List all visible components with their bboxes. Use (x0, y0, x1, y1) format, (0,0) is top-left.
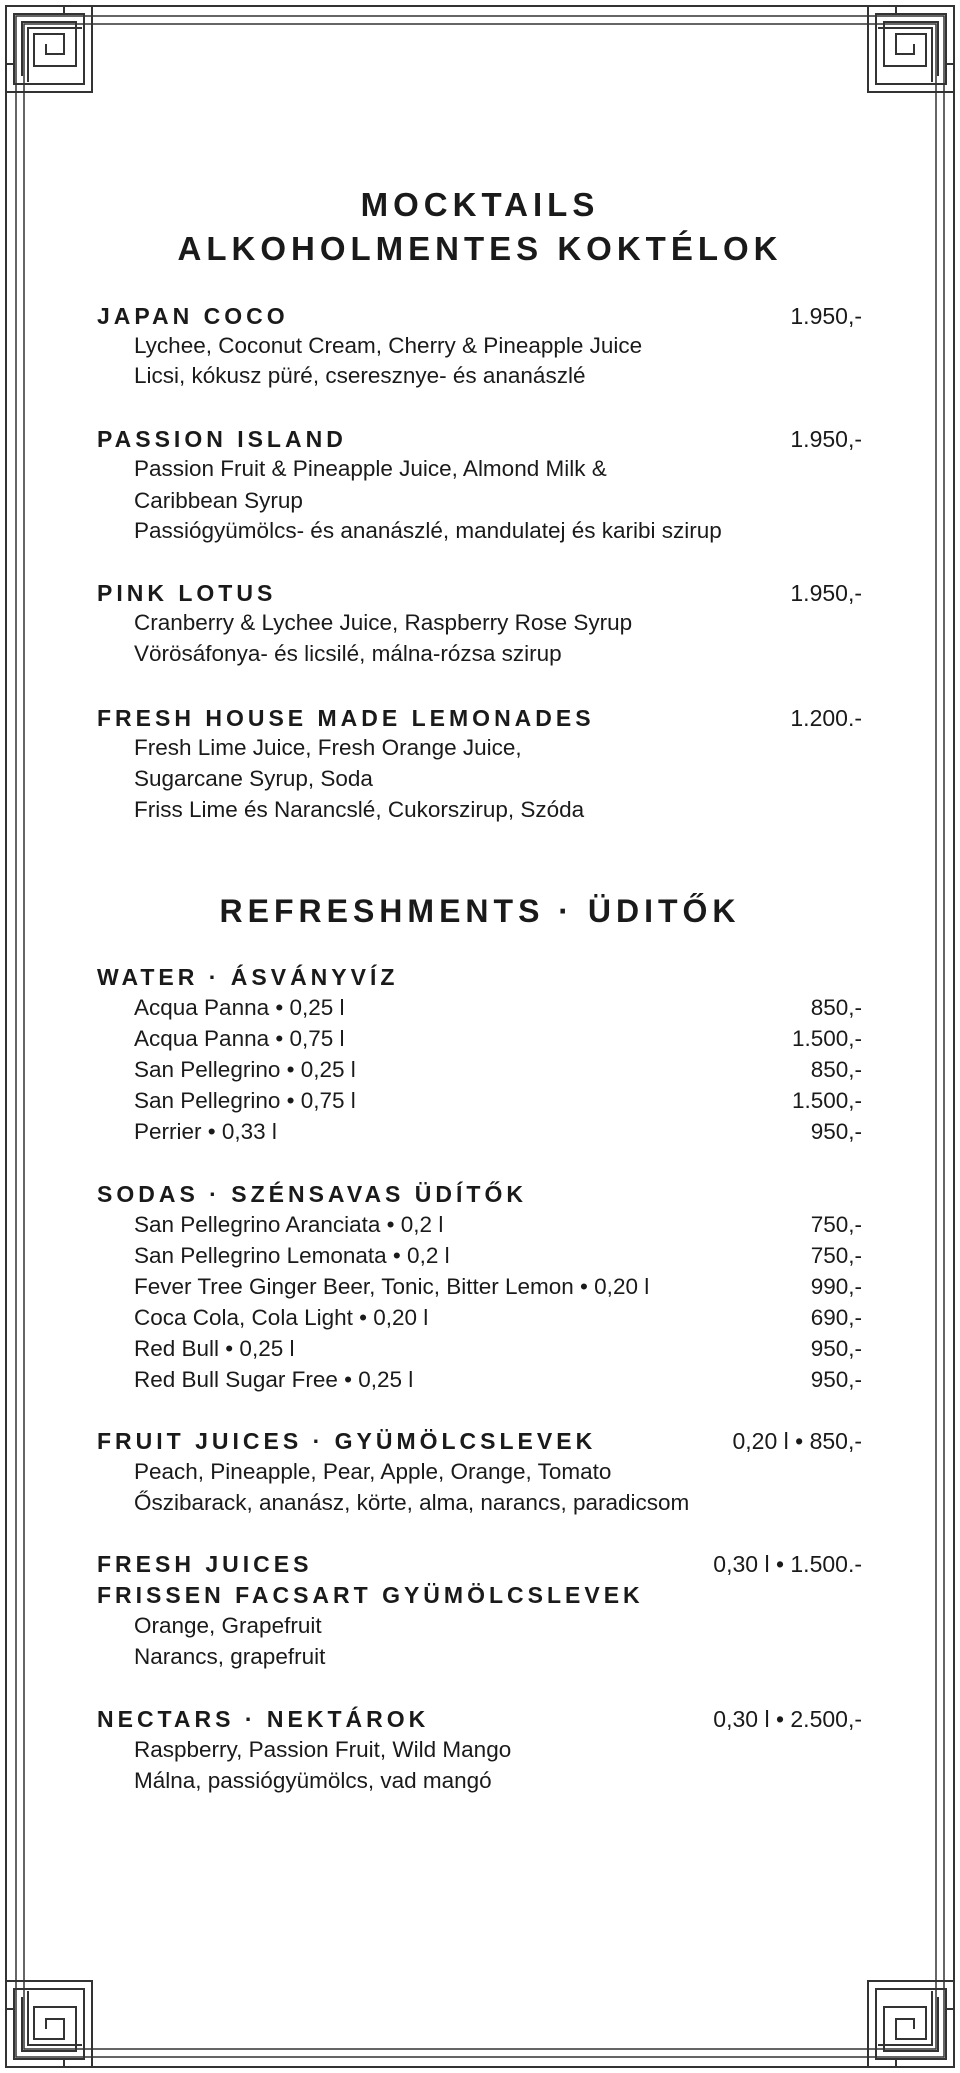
list-item-price: 850,- (810, 995, 862, 1020)
item-description-hu: Friss Lime és Narancslé, Cukorszirup, Szóda (134, 797, 585, 822)
item-description-en: Cranberry & Lychee Juice, Raspberry Rose Syrup (134, 610, 633, 635)
section-price: 0,20 l • 850,- (732, 1428, 862, 1454)
list-item-price: 950,- (810, 1367, 862, 1392)
item-description-en: Fresh Lime Juice, Fresh Orange Juice, (134, 735, 522, 760)
item-description-en: Lychee, Coconut Cream, Cherry & Pineapple Juice (134, 333, 643, 358)
list-item-name: Acqua Panna • 0,75 l (134, 1026, 345, 1051)
item-description-hu: Licsi, kókusz püré, cseresznye- és ananászlé (134, 363, 586, 388)
section-heading-fresh-juices-hu: FRISSEN FACSART GYÜMÖLCSLEVEK (97, 1582, 644, 1608)
list-item-name: Red Bull • 0,25 l (134, 1336, 295, 1361)
mocktails-title: MOCKTAILS (360, 186, 600, 223)
item-description-en: Passion Fruit & Pineapple Juice, Almond Milk & (134, 456, 607, 481)
list-item-price: 750,- (810, 1243, 862, 1268)
section-heading-fresh-juices: FRESH JUICES (97, 1551, 313, 1577)
section-price: 0,30 l • 1.500.- (713, 1551, 862, 1577)
item-name: JAPAN COCO (97, 303, 289, 329)
section-description-en: Orange, Grapefruit (134, 1613, 322, 1638)
mocktails-title-hu: ALKOHOLMENTES KOKTÉLOK (177, 230, 783, 267)
list-item-price: 1.500,- (791, 1088, 862, 1113)
list-item (134, 1088, 862, 1118)
list-item-price: 750,- (810, 1212, 862, 1237)
list-item-price: 690,- (810, 1305, 862, 1330)
section-heading-nectars: NECTARS · NEKTÁROK (97, 1706, 430, 1732)
section-description-hu: Őszibarack, ananász, körte, alma, narancs, paradicsom (134, 1490, 690, 1515)
item-description-en: Caribbean Syrup (134, 488, 303, 513)
refreshments-title: REFRESHMENTS · ÜDITŐK (219, 893, 741, 929)
item-price: 1.950,- (790, 426, 862, 452)
list-item (134, 1274, 862, 1304)
list-item (134, 1026, 862, 1056)
item-description-hu: Passiógyümölcs- és ananászlé, mandulatej és karibi szirup (134, 518, 722, 543)
item-description-en: Sugarcane Syrup, Soda (134, 766, 373, 791)
list-item (134, 995, 862, 1025)
list-item-name: San Pellegrino Lemonata • 0,2 l (134, 1243, 450, 1268)
section-heading-water: WATER · ÁSVÁNYVÍZ (97, 964, 399, 990)
section-description-hu: Málna, passiógyümölcs, vad mangó (134, 1768, 492, 1793)
list-item (134, 1336, 862, 1366)
list-item (134, 1119, 862, 1149)
section-heading-fruit-juices: FRUIT JUICES · GYÜMÖLCSLEVEK (97, 1428, 597, 1454)
item-price: 1.950,- (790, 303, 862, 329)
section-description-en: Peach, Pineapple, Pear, Apple, Orange, Tomato (134, 1459, 612, 1484)
list-item-price: 950,- (810, 1119, 862, 1144)
list-item-name: Coca Cola, Cola Light • 0,20 l (134, 1305, 429, 1330)
item-name: PASSION ISLAND (97, 426, 347, 452)
list-item-price: 1.500,- (791, 1026, 862, 1051)
list-item (134, 1243, 862, 1273)
list-item-name: San Pellegrino • 0,25 l (134, 1057, 356, 1082)
item-name: FRESH HOUSE MADE LEMONADES (97, 705, 595, 731)
item-price: 1.950,- (790, 580, 862, 606)
list-item-name: San Pellegrino • 0,75 l (134, 1088, 356, 1113)
section-description-en: Raspberry, Passion Fruit, Wild Mango (134, 1737, 512, 1762)
section-description-hu: Narancs, grapefruit (134, 1644, 326, 1669)
section-heading-sodas: SODAS · SZÉNSAVAS ÜDÍTŐK (97, 1181, 527, 1207)
list-item-price: 950,- (810, 1336, 862, 1361)
item-price: 1.200.- (790, 705, 862, 731)
list-item (134, 1212, 862, 1242)
section-price: 0,30 l • 2.500,- (713, 1706, 862, 1732)
item-name: PINK LOTUS (97, 580, 277, 606)
list-item-name: Fever Tree Ginger Beer, Tonic, Bitter Lemon • 0,20 l (134, 1274, 650, 1299)
list-item-price: 850,- (810, 1057, 862, 1082)
list-item-name: Perrier • 0,33 l (134, 1119, 277, 1144)
list-item (134, 1057, 862, 1087)
list-item (134, 1367, 862, 1397)
item-description-hu: Vörösáfonya- és licsilé, málna-rózsa szirup (134, 641, 562, 666)
list-item-name: Red Bull Sugar Free • 0,25 l (134, 1367, 414, 1392)
list-item-name: Acqua Panna • 0,25 l (134, 995, 345, 1020)
list-item-name: San Pellegrino Aranciata • 0,2 l (134, 1212, 444, 1237)
list-item-price: 990,- (810, 1274, 862, 1299)
list-item (134, 1305, 862, 1335)
